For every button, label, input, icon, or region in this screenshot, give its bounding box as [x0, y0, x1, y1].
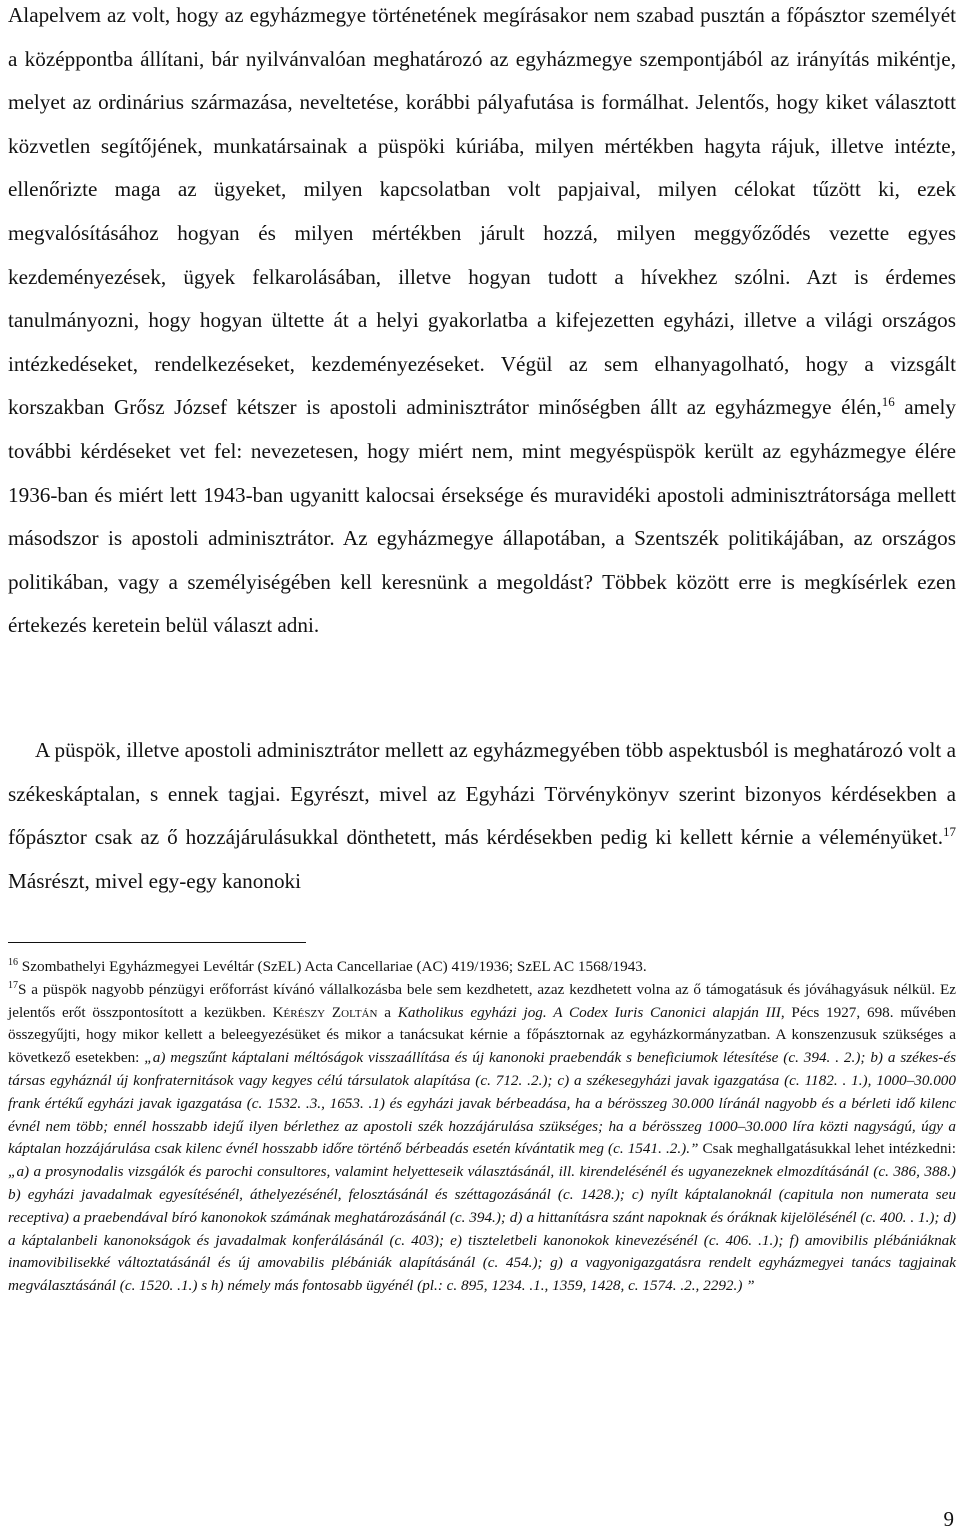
footnote-17-text-a: S a püspök nagyobb pénzügyi erőforrást kívánó vállalkozásba bele sem kezdhetett, azaz kezdhetett volna az ő támogatásuk és jóváhagyásuk nélkül. Ez jelentős erőt összpontosított a kezükben.: [8, 980, 956, 1021]
footnotes: [8, 956, 956, 1298]
footnote-ref-16: 16: [881, 394, 895, 410]
footnote-16-text: Szombathelyi Egyházmegyei Levéltár (SzEL) Acta Cancellariae (AC) 419/1936; SzEL AC 1568/1943.: [18, 958, 647, 975]
footnote-17-author: Kérészy Zoltán: [272, 1003, 378, 1021]
paragraph-2-text-a: A püspök, illetve apostoli adminisztrátor mellett az egyházmegyében több aspektusból is meghatározó volt a székeskáptalan, s ennek tagjai. Egyrészt, mivel az Egyházi Törvénykönyv szerint bizonyos kérdésekben a főpásztor csak az ő hozzájárulásukkal dönthetett, más kérdésekben pedig ki kellett kérnie a véleményüket.: [8, 738, 956, 850]
footnote-17-quote-consent: „a) megszűnt káptalani méltóságok visszaállítása és új kanonoki praebendák s beneficiumok létesítése (c. 394. . 2.); b) a székes-és társas egyháznál új konfraternitások vagy kegyes célú társulatok alapítása (c. 712. .2.); c) a székesegyházi javak igazgatása (c. 1182. . 1.), 1000–30.000 frank értékű egyházi javak igazgatása (c. 1532. .3., 1653. .1) és egyházi javak bérbeadása, ha a bérösszeg 30.000 líránál nagyobb és a bérleti idő kilenc évnél nem több; ennél hosszabb idejű ilyen bérlethez az apostoli szék hozzájárulása szükséges; ha a bérösszeg 1000–30.000 líra közti nagyságú, úgy a káptalan hozzájárulása csak kilenc évnél hosszabb időre történő bérbeadás esetén kívántatik meg (c. 1541. .2.).”: [8, 1049, 956, 1158]
footnote-17-number: 17: [8, 979, 18, 991]
footnote-16: [8, 956, 956, 979]
footnote-17-book-title: Katholikus egyházi jog. A Codex Iuris Canonici alapján III: [397, 1003, 781, 1021]
paragraph-1-text-b: amely további kérdéseket vet fel: nevezetesen, hogy miért nem, mint megyéspüspök került az egyházmegye élére 1936-ban és miért lett 1943-ban ugyanitt kalocsai érseksége és muravidéki apostoli adminisztrátorsága mellett másodszor is apostoli adminisztrátor. Az egyházmegye állapotában, a Szentszék politikájában, az országos politikában, vagy a személyiségében kell keresnünk a megoldást? Többek között erre is megkísérlek ezen értekezés keretein belül választ adni.: [8, 395, 956, 638]
footnote-17-text-c: , Pécs 1927, 698. művében összegyűjti, hogy mikor kellett a beleegyezésüket és mikor a tanácsukat kérnie a főpásztornak az egyházkormányzatban. A konszenzusuk szükséges a következő esetekben:: [8, 1003, 956, 1067]
footnote-17-quote-consultation: „a) a prosynodalis vizsgálók és parochi consultores, valamint helyetteseik választásánál, ill. kirendelésénél és ugyanezeknek elmozdításánál (c. 386, 388.) b) egyházi javadalmak egyesítésénél, áthelyezésénél, felosztásánál és széttagozásánál (c. 1428.); c) nyílt káptalanoknál (capitula non numerata seu receptiva) a praebendával bíró kanonokok számának meghatározásánál (c. 394.); d) a hittanításra szánt napoknak és óráknak kijelölésénél (c. 400. . 1.); d) a káptalanbeli kanonokságok és javadalmak konferálásánál (c. 403); e) tiszteletbeli kanonokok kinevezésénél (c. 406. .1.); f) amovibilis plébániáknak inamovibilisekké változtatásánál és új amovabilis plébániák alapításánál (c. 454.); g) a vagyonigazgatásra rendelt egyházmegyei tanács tagjainak megválasztásánál (c. 1520. .1.) s h) némely más fontosabb ügyénél (pl.: c. 895, 1234. .1., 1359, 1428, c. 1574. .2., 2292.) ”: [8, 1163, 956, 1295]
page-number: 9: [943, 1507, 954, 1531]
footnote-17-text-d: Csak meghallgatásukkal lehet intézkedni:: [698, 1140, 956, 1158]
paragraph-2-text-b: Másrészt, mivel egy-egy kanonoki: [8, 868, 302, 893]
footnote-16-number: 16: [8, 957, 18, 968]
footnote-17-text-b: a: [377, 1003, 398, 1021]
footnote-separator: [8, 942, 306, 943]
body-paragraph-1: [8, 0, 956, 648]
paragraph-1-text-a: Alapelvem az volt, hogy az egyházmegye történetének megírásakor nem szabad pusztán a főpásztor személyét a középpontba állítani, bár nyilvánvalóan meghatározó az egyházmegye szempontjából az irányítás mikéntje, melyet az ordinárius származása, neveltetése, korábbi pályafutása is formálhat. Jelentős, hogy kiket választott közvetlen segítőjének, munkatársainak a püspöki kúriába, milyen mértékben hagyta rájuk, illetve intézte, ellenőrizte maga az ügyeket, milyen kapcsolatban volt papjaival, milyen célokat tűzött ki, ezek megvalósításához hogyan és milyen mértékben járult hozzá, milyen meggyőződés vezette egyes kezdeményezések, ügyek felkarolásában, illetve hogyan tudott a hívekhez szólni. Azt is érdemes tanulmányozni, hogy hogyan ültette át a helyi gyakorlatba a kifejezetten egyházi, illetve a világi országos intézkedéseket, rendelkezéseket, kezdeményezéseket. Végül az sem elhanyagolható, hogy a vizsgált korszakban Grősz József kétszer is apostoli adminisztrátor minőségben állt az egyházmegye élén,: [8, 3, 956, 420]
footnote-ref-17: 17: [943, 824, 956, 840]
footnote-17: [8, 979, 956, 1298]
body-paragraph-2: [8, 729, 956, 903]
